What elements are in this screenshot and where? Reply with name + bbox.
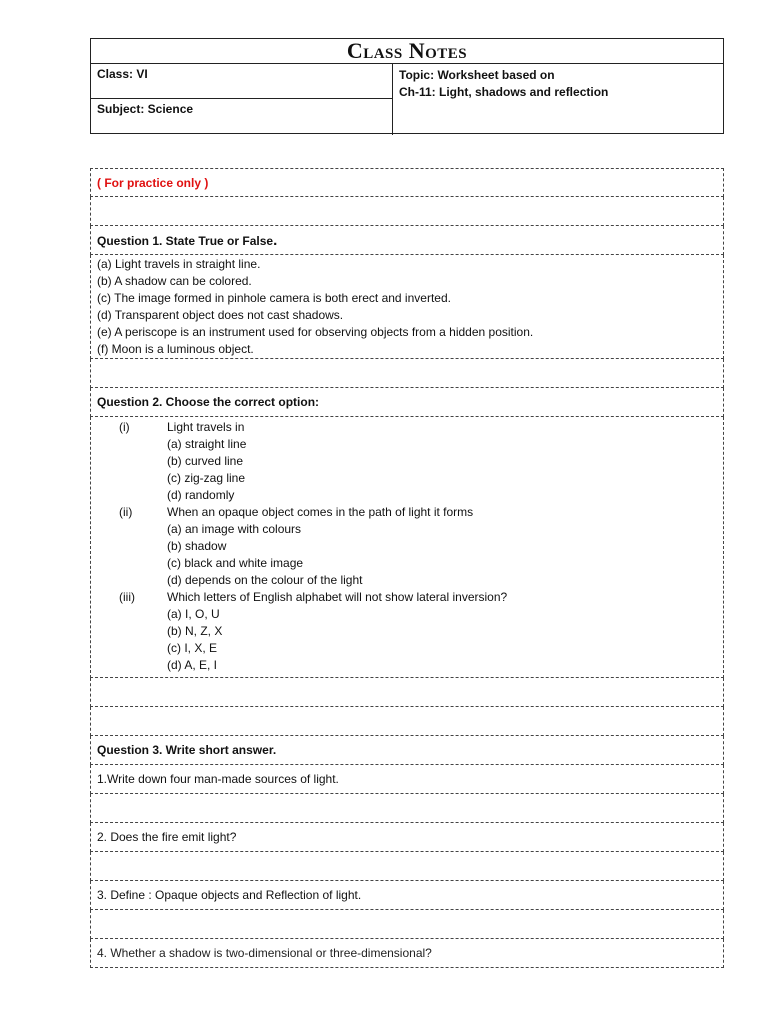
- question-2-heading: Question 2. Choose the correct option:: [90, 388, 724, 417]
- mcq-item: [97, 589, 717, 674]
- mcq-option: (b) N, Z, X: [167, 624, 223, 638]
- short-question: 3. Define : Opaque objects and Reflection of light.: [90, 881, 724, 910]
- mcq-option: (c) black and white image: [167, 556, 304, 570]
- mcq-option: (a) an image with colours: [167, 522, 302, 536]
- mcq-item: [97, 419, 717, 504]
- mcq-option: (a) I, O, U: [167, 607, 220, 621]
- blank-row: [90, 678, 724, 707]
- mcq-question: Light travels in: [167, 420, 245, 434]
- mcq-question: Which letters of English alphabet will not show lateral inversion?: [167, 590, 508, 604]
- short-question: 4. Whether a shadow is two-dimensional or three-dimensional?: [90, 939, 724, 968]
- mcq-item: [97, 504, 717, 589]
- question-3-heading: Question 3. Write short answer.: [90, 736, 724, 765]
- answer-row: [90, 910, 724, 939]
- blank-row: [90, 707, 724, 736]
- class-notes-header: [90, 38, 724, 134]
- mcq-option: (d) A, E, I: [167, 658, 218, 672]
- answer-row: [90, 794, 724, 823]
- mcq-number: (iii): [119, 590, 135, 604]
- practice-note: ( For practice only ): [90, 168, 724, 197]
- list-item: (d) Transparent object does not cast shadows.: [97, 308, 344, 322]
- page-title: Class Notes: [91, 39, 723, 64]
- mcq-number: (ii): [119, 505, 133, 519]
- question-1-heading: [90, 226, 724, 255]
- question-1-heading-text: Question 1. State True or False: [97, 234, 274, 248]
- list-item: (a) Light travels in straight line.: [97, 257, 261, 271]
- blank-row: [90, 197, 724, 226]
- short-question: 2. Does the fire emit light?: [90, 823, 724, 852]
- class-label: Class: VI: [91, 64, 392, 99]
- question-1-heading-dot: .: [273, 232, 278, 249]
- mcq-number: (i): [119, 420, 130, 434]
- true-false-list: [90, 255, 724, 359]
- mcq-option: (c) zig-zag line: [167, 471, 246, 485]
- mcq-option: (c) I, X, E: [167, 641, 218, 655]
- mcq-option: (b) shadow: [167, 539, 227, 553]
- short-question: 1.Write down four man-made sources of light.: [90, 765, 724, 794]
- list-item: (c) The image formed in pinhole camera is both erect and inverted.: [97, 291, 451, 305]
- mcq-option: (d) randomly: [167, 488, 235, 502]
- topic-line-1: Topic: Worksheet based on: [399, 68, 555, 82]
- list-item: (f) Moon is a luminous object.: [97, 342, 254, 356]
- list-item: (e) A periscope is an instrument used for observing objects from a hidden position.: [97, 325, 534, 339]
- mcq-option: (a) straight line: [167, 437, 247, 451]
- answer-row: [90, 852, 724, 881]
- topic-cell: [393, 64, 723, 135]
- mcq-option: (d) depends on the colour of the light: [167, 573, 363, 587]
- mcq-option: (b) curved line: [167, 454, 244, 468]
- worksheet: [90, 168, 724, 968]
- topic-line-2: Ch-11: Light, shadows and reflection: [399, 85, 609, 99]
- list-item: (b) A shadow can be colored.: [97, 274, 252, 288]
- subject-label: Subject: Science: [97, 102, 194, 116]
- blank-row: [90, 359, 724, 388]
- mcq-list: [90, 417, 724, 678]
- mcq-question: When an opaque object comes in the path of light it forms: [167, 505, 474, 519]
